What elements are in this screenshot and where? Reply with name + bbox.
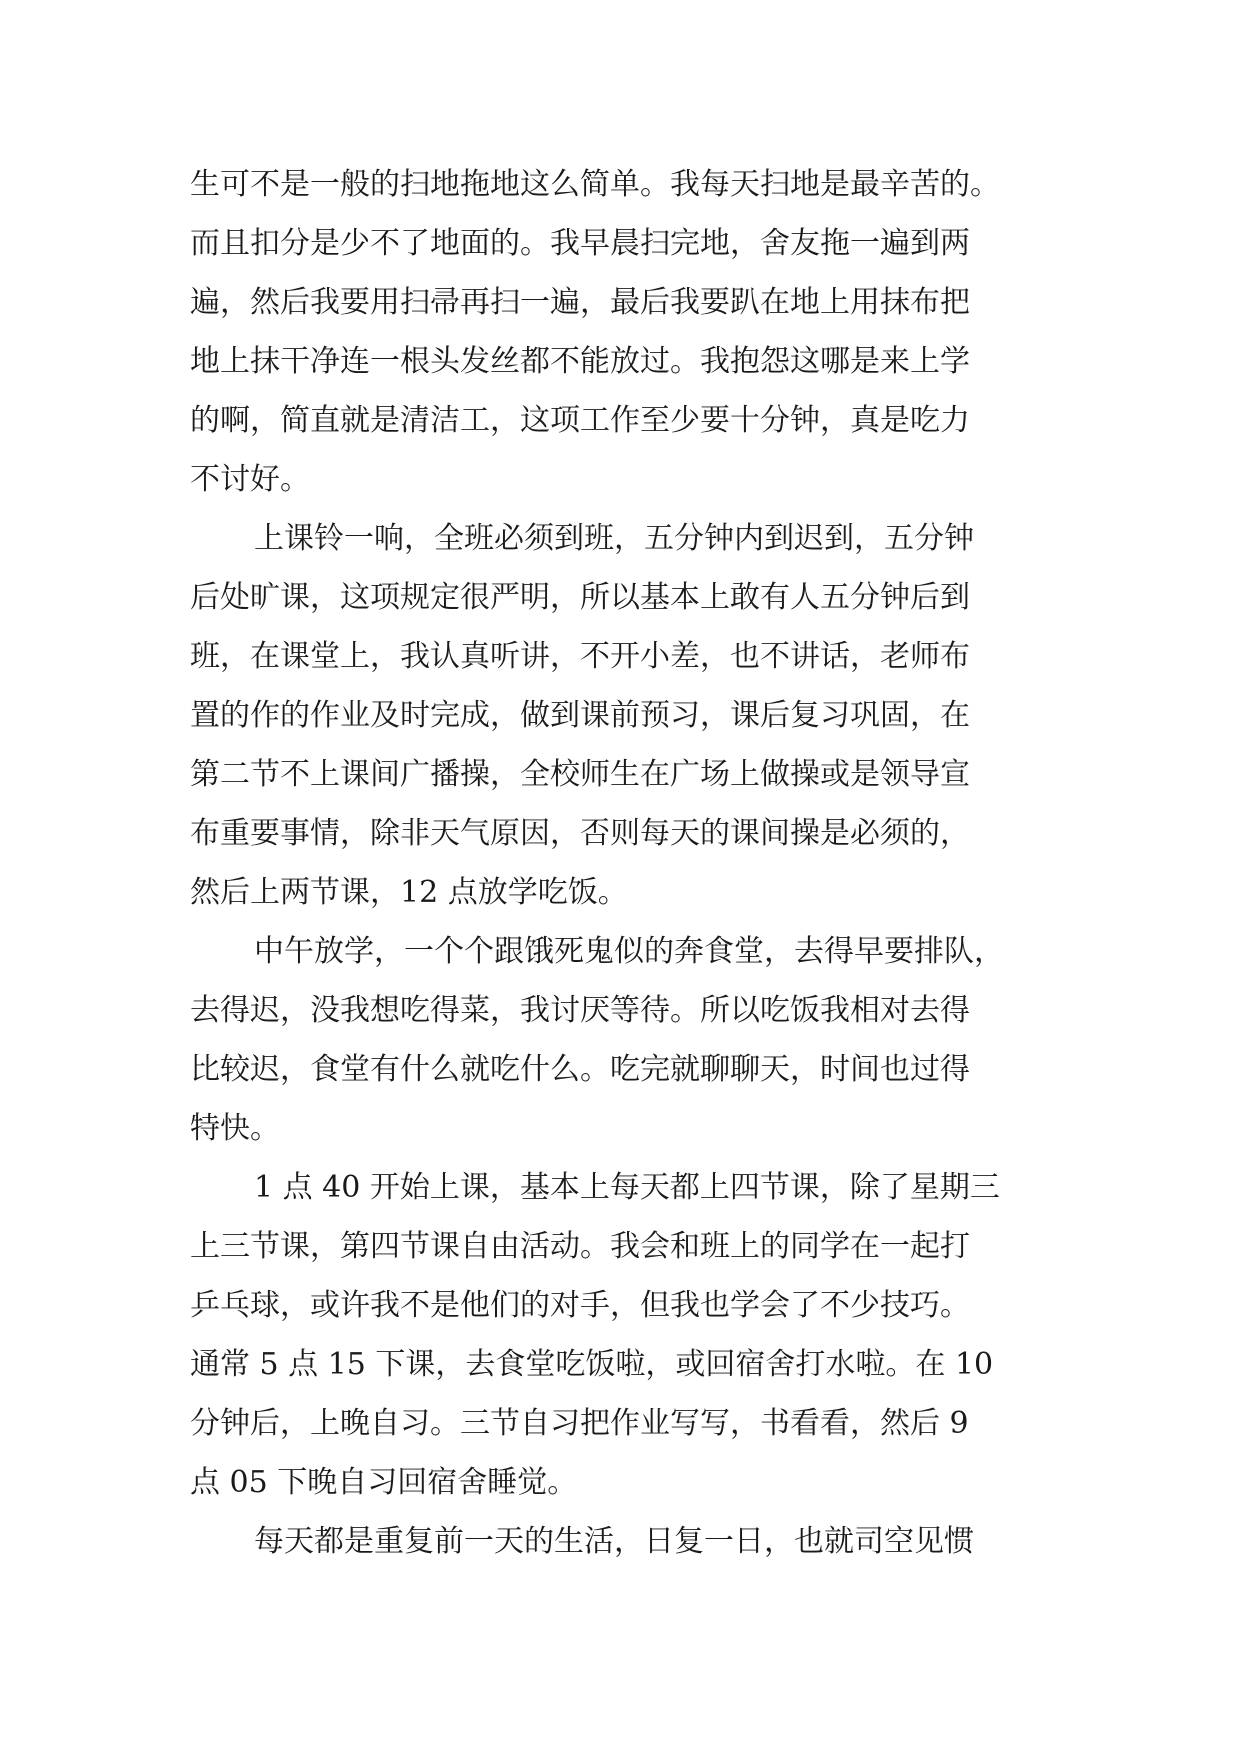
- text-line: 后处旷课，这项规定很严明，所以基本上敢有人五分钟后到: [190, 580, 970, 615]
- text-line: 比较迟，食堂有什么就吃什么。吃完就聊聊天，时间也过得: [190, 1052, 970, 1087]
- text-line: 生可不是一般的扫地拖地这么简单。我每天扫地是最辛苦的。: [190, 167, 1000, 202]
- document-body: [190, 155, 1090, 1571]
- text-line: 而且扣分是少不了地面的。我早晨扫完地，舍友拖一遍到两: [190, 226, 970, 261]
- text-line: 班，在课堂上，我认真听讲，不开小差，也不讲话，老师布: [190, 639, 970, 674]
- text-line: 乒乓球，或许我不是他们的对手，但我也学会了不少技巧。: [190, 1288, 970, 1323]
- paragraph-1: [190, 155, 1090, 509]
- text-line: 1 点 40 开始上课，基本上每天都上四节课，除了星期三: [254, 1170, 1000, 1205]
- paragraph-5: [190, 1512, 1090, 1571]
- text-line: 上三节课，第四节课自由活动。我会和班上的同学在一起打: [190, 1229, 970, 1264]
- text-line: 分钟后，上晚自习。三节自习把作业写写，书看看，然后 9: [190, 1406, 969, 1441]
- text-line: 点 05 下晚自习回宿舍睡觉。: [190, 1465, 578, 1500]
- text-line: 第二节不上课间广播操，全校师生在广场上做操或是领导宣: [190, 757, 970, 792]
- text-line: 中午放学，一个个跟饿死鬼似的奔食堂，去得早要排队，: [254, 934, 1004, 969]
- text-line: 不讨好。: [190, 462, 310, 497]
- text-line: 通常 5 点 15 下课，去食堂吃饭啦，或回宿舍打水啦。在 10: [190, 1347, 994, 1382]
- paragraph-3: [190, 922, 1090, 1158]
- text-line: 的啊，简直就是清洁工，这项工作至少要十分钟，真是吃力: [190, 403, 970, 438]
- text-line: 去得迟，没我想吃得菜，我讨厌等待。所以吃饭我相对去得: [190, 993, 970, 1028]
- text-line: 然后上两节课，12 点放学吃饭。: [190, 875, 628, 910]
- text-line: 特快。: [190, 1111, 280, 1146]
- paragraph-2: [190, 509, 1090, 922]
- text-line: 上课铃一响，全班必须到班，五分钟内到迟到，五分钟: [254, 521, 974, 556]
- text-line: 布重要事情，除非天气原因，否则每天的课间操是必须的，: [190, 816, 970, 851]
- text-line: 每天都是重复前一天的生活，日复一日，也就司空见惯: [254, 1524, 974, 1559]
- text-line: 遍，然后我要用扫帚再扫一遍，最后我要趴在地上用抹布把: [190, 285, 970, 320]
- paragraph-4: [190, 1158, 1090, 1512]
- text-line: 地上抹干净连一根头发丝都不能放过。我抱怨这哪是来上学: [190, 344, 970, 379]
- text-line: 置的作的作业及时完成，做到课前预习，课后复习巩固，在: [190, 698, 970, 733]
